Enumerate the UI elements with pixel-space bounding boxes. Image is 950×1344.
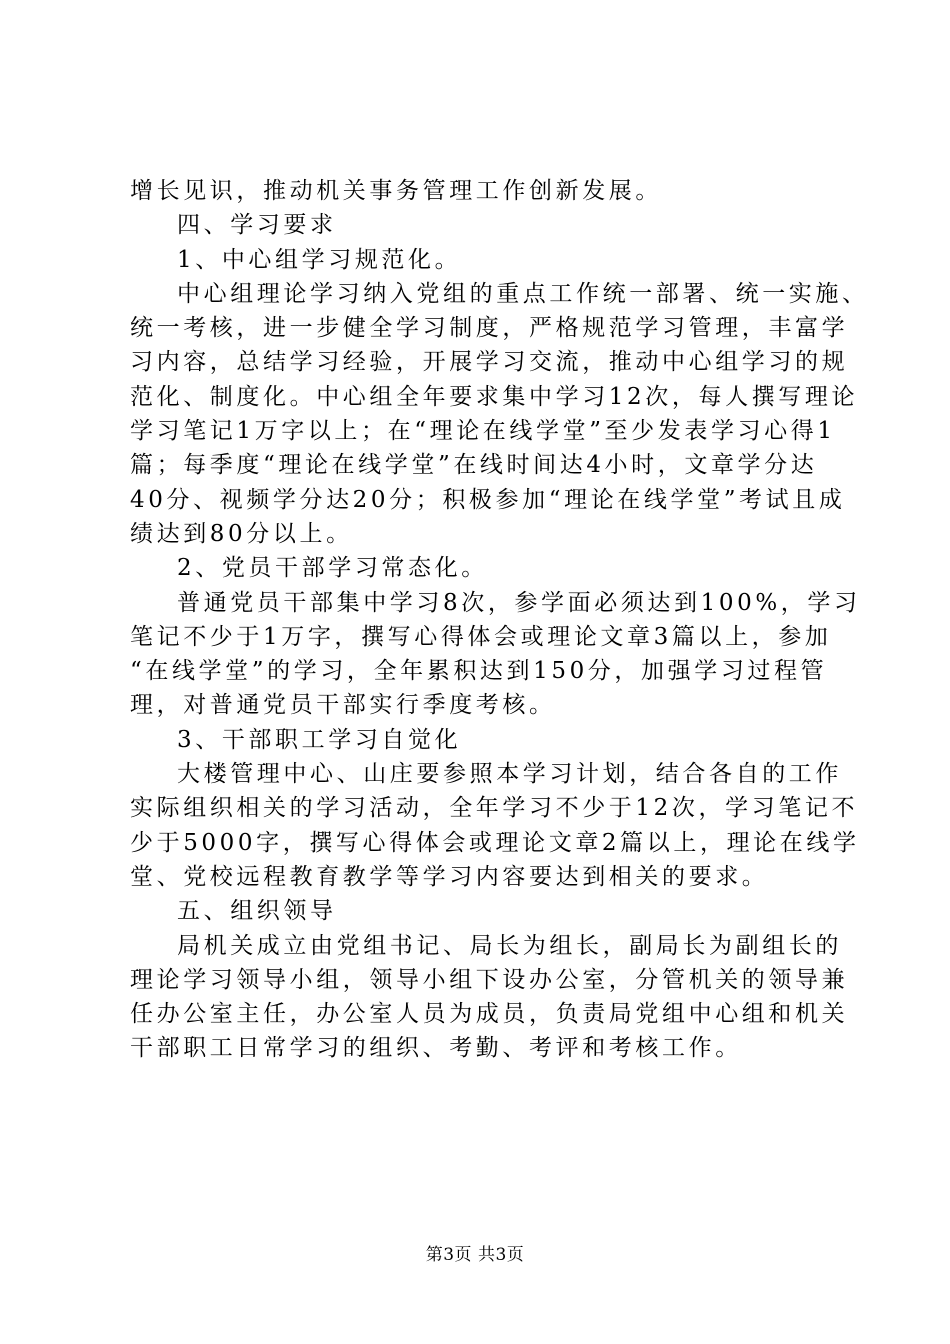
text-line: 绩达到80分以上。 xyxy=(130,520,353,547)
text-line: 理论学习领导小组，领导小组下设办公室，分管机关的领导兼 xyxy=(130,966,849,993)
text-line: 增长见识，推动机关事务管理工作创新发展。 xyxy=(130,178,662,204)
text-line: 少于5000字，撰写心得体会或理论文章2篇以上，理论在线学 xyxy=(130,829,860,856)
text-line: 3、干部职工学习自觉化 xyxy=(177,726,462,753)
text-line: “在线学堂”的学习，全年累积达到150分，加强学习过程管 xyxy=(130,658,828,685)
text-line: 五、组织领导 xyxy=(177,898,337,925)
text-line: 笔记不少于1万字，撰写心得体会或理论文章3篇以上，参加 xyxy=(130,623,832,650)
text-line: 学习笔记1万字以上；在“理论在线学堂”至少发表学习心得1 xyxy=(130,418,836,445)
page-footer: 第3页 共3页 xyxy=(425,1245,525,1265)
text-line: 理，对普通党员干部实行季度考核。 xyxy=(130,692,556,719)
text-line: 40分、视频学分达20分；积极参加“理论在线学堂”考试且成 xyxy=(130,486,846,513)
text-line: 堂、党校远程教育教学等学习内容要达到相关的要求。 xyxy=(130,863,769,890)
text-line: 统一考核，进一步健全学习制度，严格规范学习管理，丰富学 xyxy=(130,315,849,342)
text-line: 大楼管理中心、山庄要参照本学习计划，结合各自的工作 xyxy=(177,761,842,788)
text-line: 习内容，总结学习经验，开展学习交流，推动中心组学习的规 xyxy=(130,349,849,376)
text-line: 范化、制度化。中心组全年要求集中学习12次，每人撰写理论 xyxy=(130,383,859,410)
text-line: 篇；每季度“理论在线学堂”在线时间达4小时，文章学分达 xyxy=(130,452,818,479)
text-line: 干部职工日常学习的组织、考勤、考评和考核工作。 xyxy=(130,1035,742,1062)
text-line: 2、党员干部学习常态化。 xyxy=(177,555,488,582)
text-line: 局机关成立由党组书记、局长为组长，副局长为副组长的 xyxy=(177,932,842,959)
text-line: 任办公室主任，办公室人员为成员，负责局党组中心组和机关 xyxy=(130,1001,849,1028)
text-line: 1、中心组学习规范化。 xyxy=(177,246,462,273)
text-line: 中心组理论学习纳入党组的重点工作统一部署、统一实施、 xyxy=(177,280,869,307)
text-line: 实际组织相关的学习活动，全年学习不少于12次，学习笔记不 xyxy=(130,795,859,822)
document-body xyxy=(130,174,869,1066)
text-line: 普通党员干部集中学习8次，参学面必须达到100%，学习 xyxy=(177,589,861,616)
text-line: 四、学习要求 xyxy=(177,212,337,239)
